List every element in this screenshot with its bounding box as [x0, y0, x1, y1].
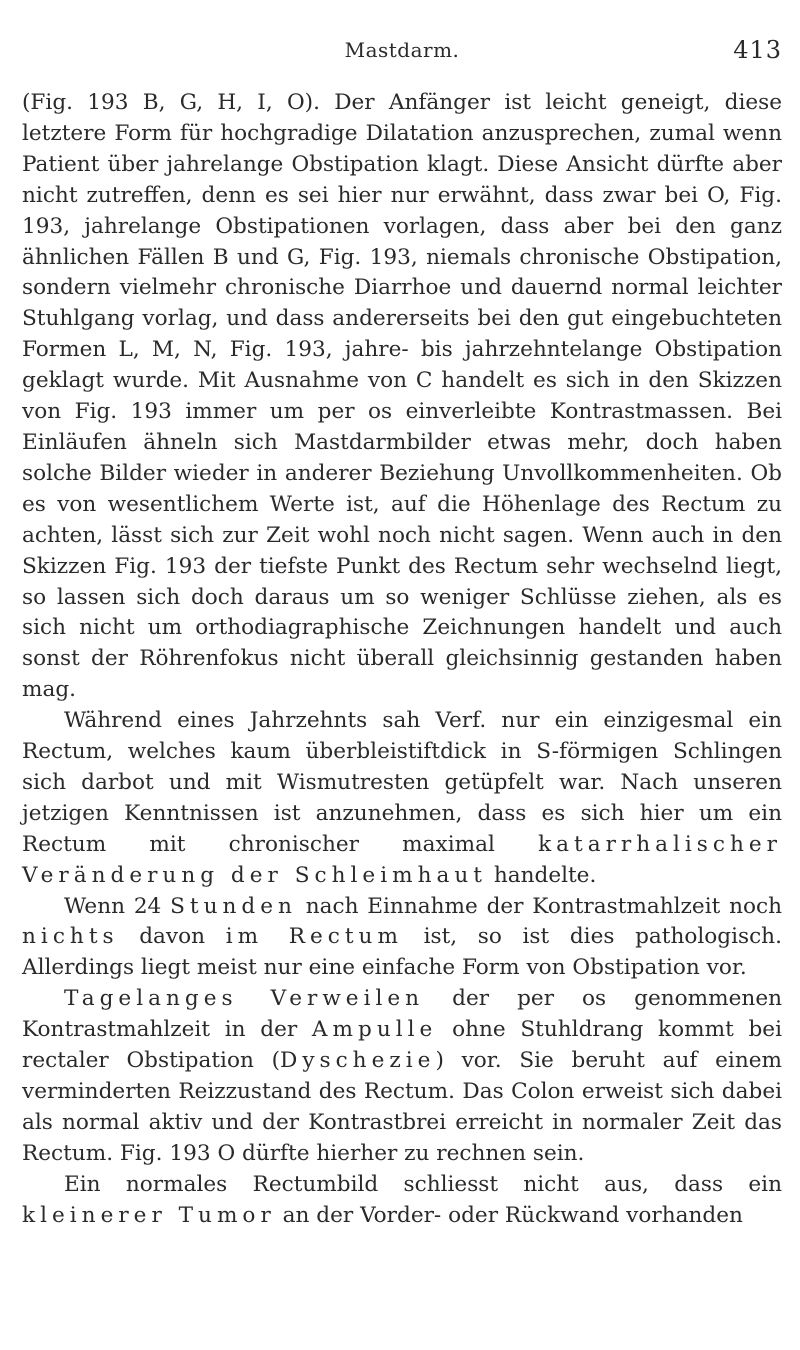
paragraph-3-emphasis-2: nichts	[22, 924, 119, 950]
paragraph-2	[22, 706, 782, 891]
paragraph-2-emphasis: katarrhalischer Veränderung der Schleimhaut	[22, 831, 782, 888]
paragraph-5-text-a: Ein normales Rectumbild schliesst nicht aus, dass ein	[64, 1171, 782, 1197]
body-text	[22, 88, 782, 1232]
running-head	[22, 0, 782, 70]
paragraph-1: (Fig. 193 B, G, H, I, O). Der Anfänger ist leicht geneigt, diese letztere Form für hochgradige Dilatation anzusprechen, zumal wenn Patient über jahrelange Obstipation klagt. Diese Ansicht dürfte aber nicht zutreffen, denn es sei hier nur erwähnt, dass zwar bei O, Fig. 193, jahrelange Obstipationen vorlagen, dass aber bei den ganz ähnlichen Fällen B und G, Fig. 193, niemals chronische Obstipation, sondern vielmehr chronische Diarrhoe und dauernd normal leichter Stuhlgang vorlag, und dass andererseits bei den gut eingebuchteten Formen L, M, N, Fig. 193, jahre- bis jahrzehntelange Obstipation geklagt wurde. Mit Ausnahme von C handelt es sich in den Skizzen von Fig. 193 immer um per os einverleibte Kontrastmassen. Bei Einläufen ähneln sich Mastdarmbilder etwas mehr, doch haben solche Bilder wieder in anderer Beziehung Unvollkommenheiten. Ob es von wesentlichem Werte ist, auf die Höhenlage des Rectum zu achten, lässt sich zur Zeit wohl noch nicht sagen. Wenn auch in den Skizzen Fig. 193 der tiefste Punkt des Rectum sehr wechselnd liegt, so lassen sich doch daraus um so weniger Schlüsse ziehen, als es sich nicht um orthodiagraphische Zeichnungen handelt und auch sonst der Röhrenfokus nicht überall gleichsinnig gestanden haben mag.	[22, 90, 782, 703]
paragraph-5-text-b: an der Vorder- oder Rückwand vorhanden	[282, 1202, 743, 1228]
paragraph-4	[22, 984, 782, 1169]
paragraph-5-emphasis: kleinerer Tumor	[22, 1202, 276, 1228]
paragraph-3-emphasis-3: im Rectum	[225, 924, 403, 950]
paragraph-4-emphasis-1: Tagelanges Verweilen	[64, 986, 425, 1012]
paragraph-3	[22, 892, 782, 985]
page-number: 413	[733, 36, 782, 64]
paragraph-3-text-a: Wenn 24	[64, 893, 162, 919]
running-title: Mastdarm.	[344, 38, 460, 62]
paragraph-5	[22, 1170, 782, 1232]
paragraph-3-emphasis-1: Stunden	[170, 893, 297, 919]
paragraph-2-text-a: Während eines Jahrzehnts sah Verf. nur ein einzigesmal ein Rectum, welches kaum überbleistiftdick in S-förmigen Schlingen sich darbot und mit Wismutresten getüpfelt war. Nach unseren jetzigen Kenntnissen ist anzunehmen, dass es sich hier um ein Rectum mit chronischer maximal	[22, 708, 782, 857]
paragraph-4-emphasis-3: Dyschezie	[280, 1048, 436, 1074]
paragraph-4-text-b: ohne Stuhldrang kommt bei rectaler Obstipation (	[22, 1017, 782, 1074]
paragraph-3-text-c: davon	[139, 924, 206, 950]
paragraph-4-emphasis-2: Ampulle	[311, 1017, 438, 1043]
paragraph-4-text-a: der per os genommenen Kontrastmahlzeit in der	[22, 986, 783, 1043]
paragraph-2-text-b: handelte.	[493, 862, 597, 888]
paragraph-4-text-c: ) vor. Sie beruht auf einem verminderten Reizzustand des Rectum. Das Colon erweist sich dabei als normal aktiv und der Kontrastbrei erreicht in normaler Zeit das Rectum. Fig. 193 O dürfte hierher zu rechnen sein.	[22, 1048, 782, 1166]
paragraph-3-text-d: ist, so ist dies pathologisch. Allerdings liegt meist nur eine einfache Form von Obstipation vor.	[22, 924, 782, 981]
book-page	[22, 0, 782, 1350]
paragraph-3-text-b: nach Einnahme der Kontrastmahlzeit noch	[305, 893, 782, 919]
